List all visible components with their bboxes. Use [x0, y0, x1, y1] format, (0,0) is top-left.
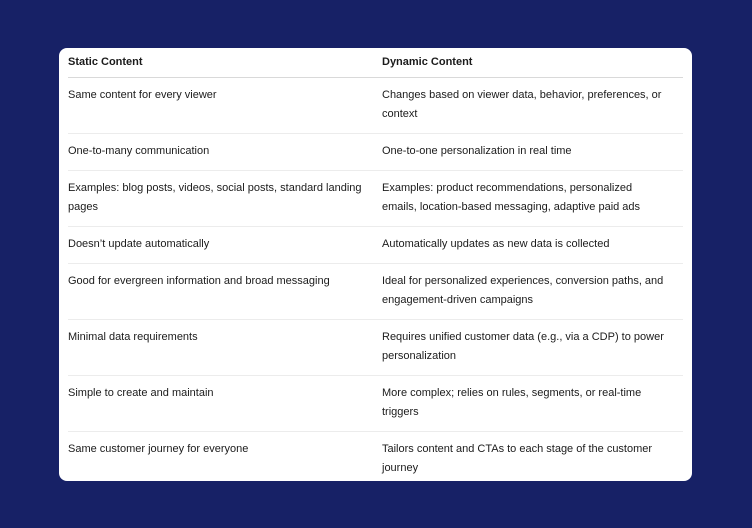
table-row [68, 170, 683, 226]
dynamic-cell: Ideal for personalized experiences, conversion paths, and engagement-driven campaigns [382, 263, 683, 319]
comparison-table [68, 48, 683, 487]
table-row [68, 133, 683, 170]
static-cell: One-to-many communication [68, 133, 382, 170]
dynamic-cell: More complex; relies on rules, segments, or real-time triggers [382, 375, 683, 431]
dynamic-cell: Requires unified customer data (e.g., via a CDP) to power personalization [382, 319, 683, 375]
static-cell: Good for evergreen information and broad messaging [68, 263, 382, 319]
static-cell: Same customer journey for everyone [68, 442, 249, 455]
dynamic-cell: Tailors content and CTAs to each stage of the customer journey [382, 442, 653, 474]
table-row [68, 319, 683, 375]
table-row [68, 77, 683, 133]
dynamic-cell: Automatically updates as new data is collected [382, 226, 683, 263]
table-row [68, 263, 683, 319]
table-row [68, 375, 683, 431]
static-cell: Examples: blog posts, videos, social posts, standard landing pages [68, 170, 382, 226]
static-cell: Same content for every viewer [68, 77, 382, 133]
table-row [68, 431, 683, 487]
dynamic-cell: Examples: product recommendations, personalized emails, location-based messaging, adaptive paid ads [382, 170, 683, 226]
header-dynamic-content: Dynamic Content [382, 48, 683, 77]
dynamic-cell: One-to-one personalization in real time [382, 133, 683, 170]
static-cell: Doesn’t update automatically [68, 226, 382, 263]
header-static-content: Static Content [68, 48, 382, 77]
dynamic-cell: Changes based on viewer data, behavior, preferences, or context [382, 77, 683, 133]
static-cell: Simple to create and maintain [68, 375, 382, 431]
comparison-card [59, 48, 692, 481]
table-header-row [68, 48, 683, 77]
static-cell: Minimal data requirements [68, 319, 382, 375]
table-row [68, 226, 683, 263]
